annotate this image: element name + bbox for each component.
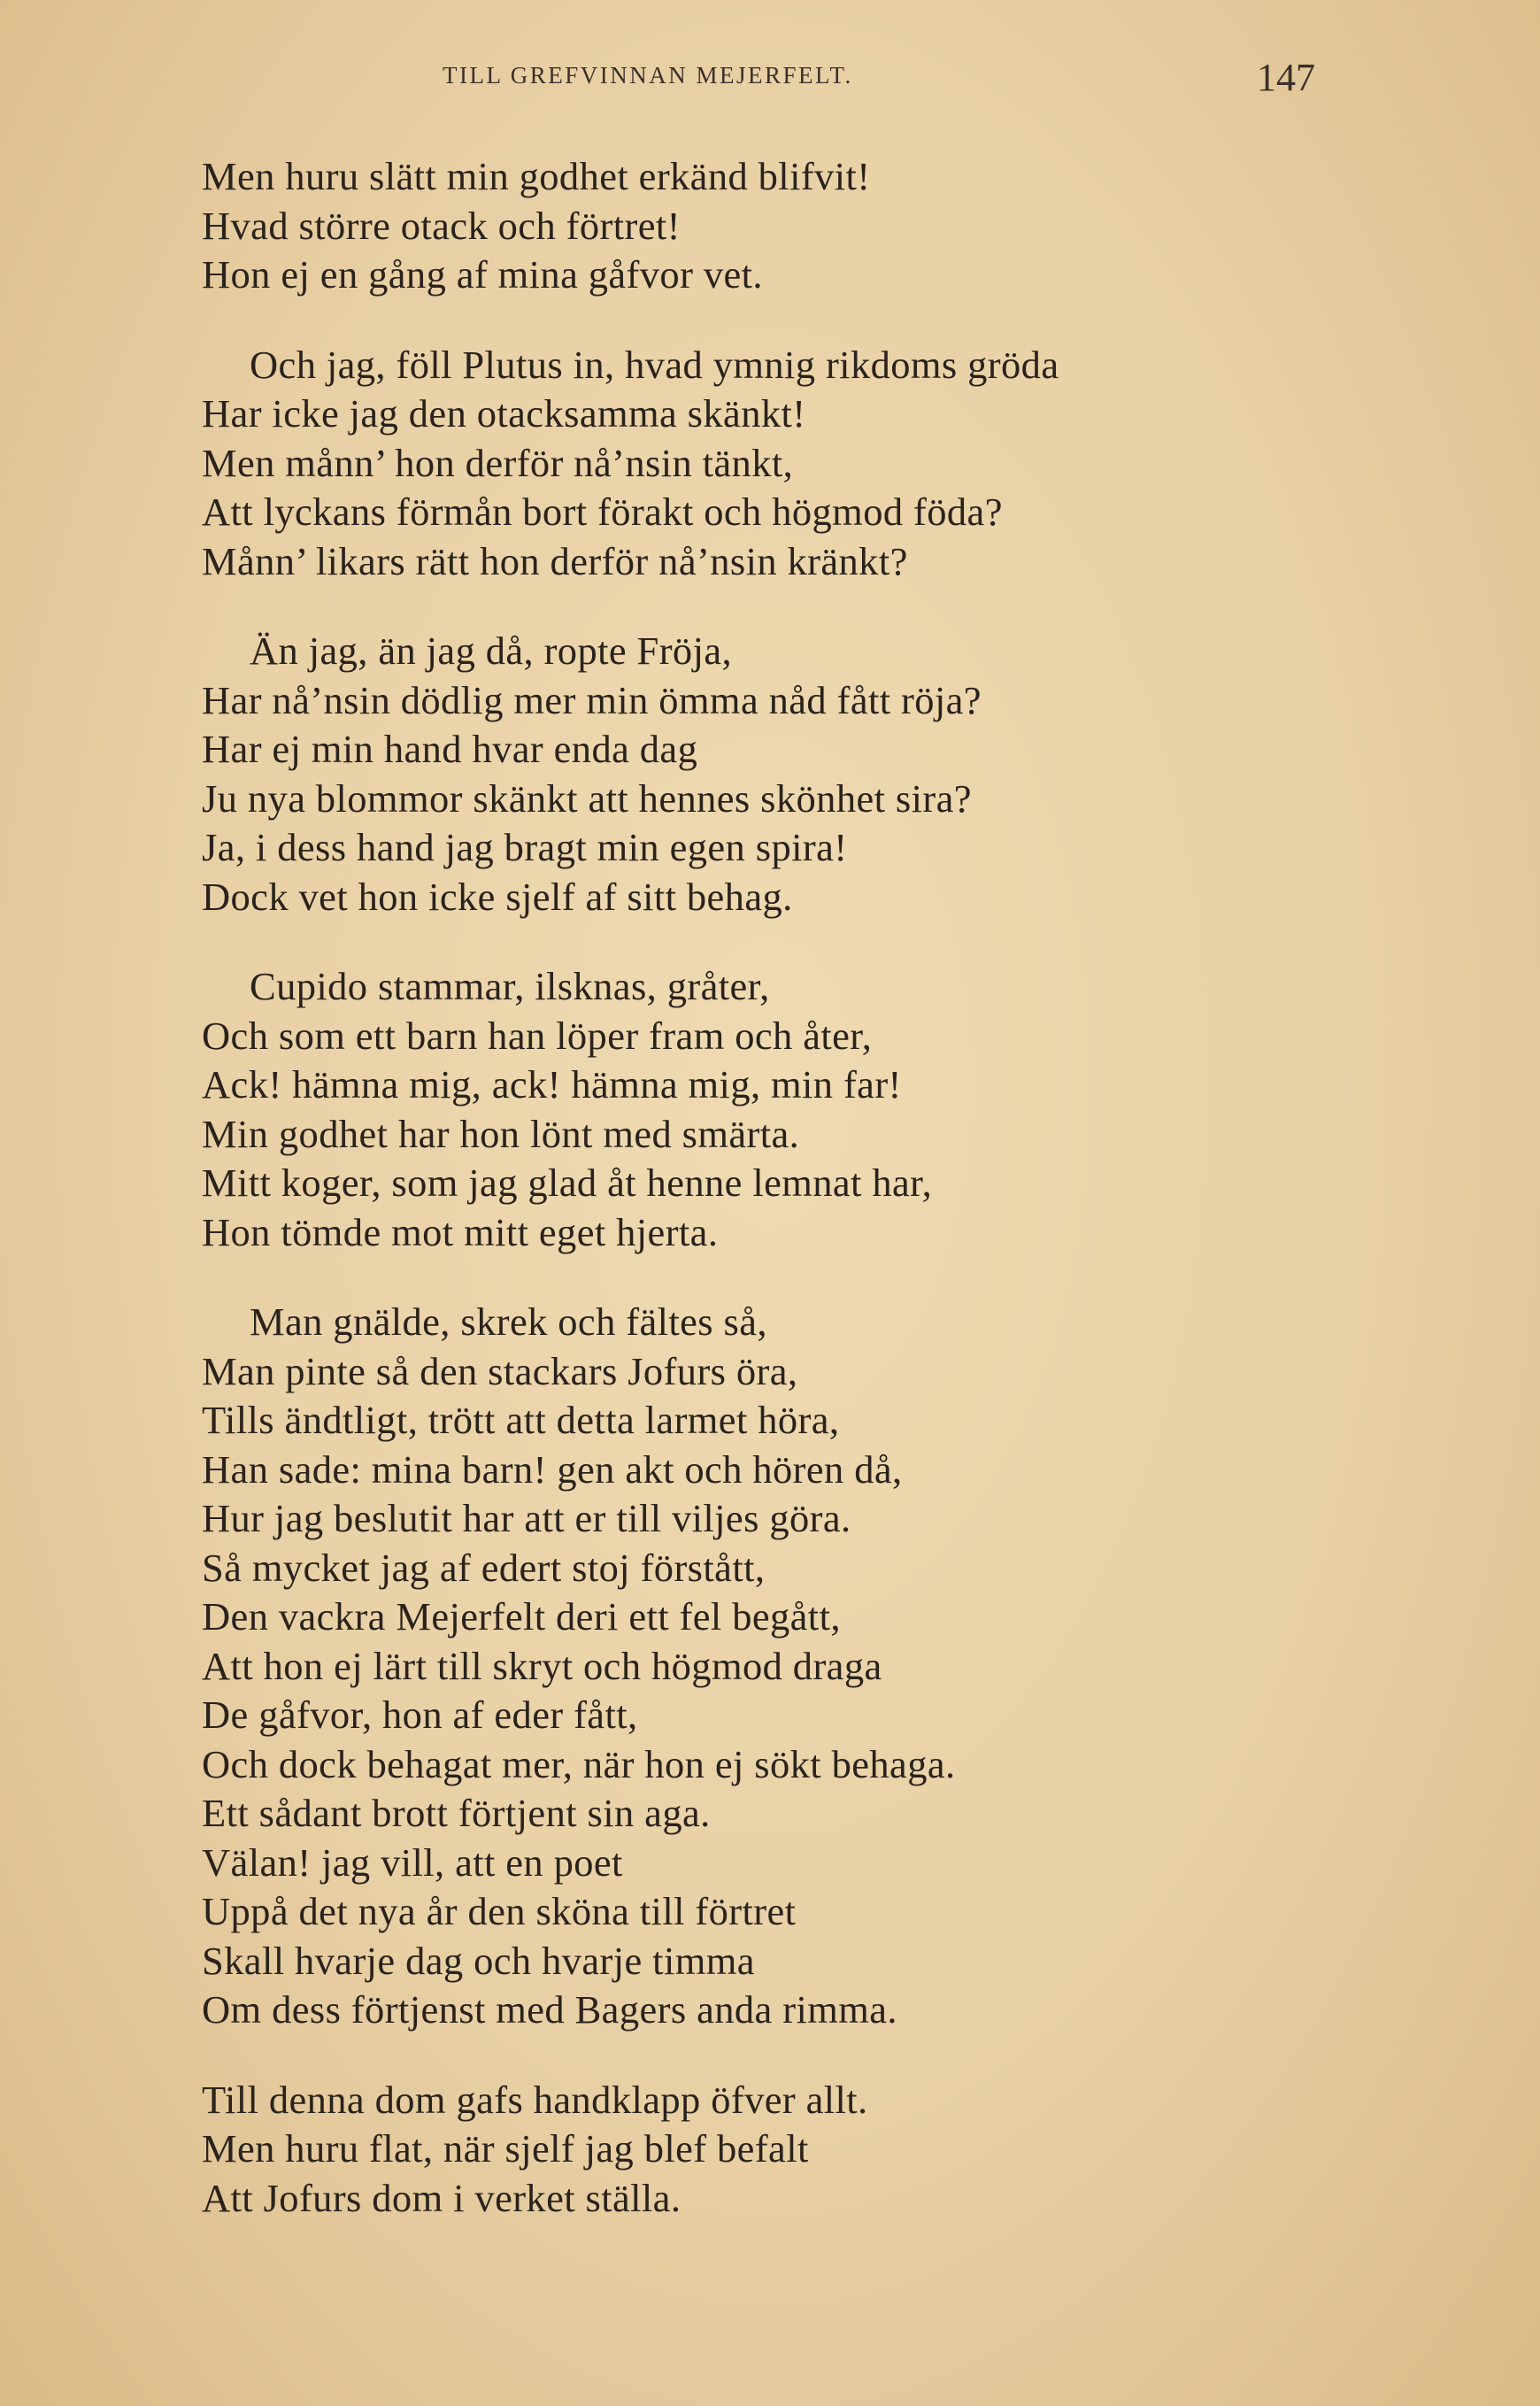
poem-line: Välan! jag vill, att en poet (202, 1839, 623, 1885)
stanza-4 (202, 962, 1352, 1257)
poem-line: De gåfvor, hon af eder fått, (202, 1693, 638, 1737)
poem-line: Hur jag beslutit har att er till viljes göra. (202, 1496, 851, 1540)
poem-line: Tills ändtligt, trött att detta larmet höra, (202, 1398, 840, 1442)
poem-line: Uppå det nya år den sköna till förtret (202, 1889, 797, 1933)
poem-line: Att hon ej lärt till skryt och högmod draga (202, 1643, 882, 1688)
poem-line: Den vackra Mejerfelt deri ett fel begått, (202, 1594, 841, 1639)
poem-line: Men huru flat, när sjelf jag blef befalt (202, 2126, 809, 2171)
poem-line: Han sade: mina barn! gen akt och hören då, (202, 1446, 903, 1492)
stanza-3 (202, 627, 1352, 922)
poem-line: Mitt koger, som jag glad åt henne lemnat har, (202, 1161, 933, 1205)
poem-line: Ju nya blommor skänkt att hennes skönhet sira? (202, 775, 972, 821)
stanza-2 (202, 341, 1352, 587)
poem-line: Ack! hämna mig, ack! hämna mig, min far! (202, 1062, 902, 1107)
poem-line: Har nå’nsin dödlig mer min ömma nåd fått röja? (202, 677, 982, 722)
poem-line: Om dess förtjenst med Bagers anda rimma. (202, 1987, 897, 2032)
stanza-1 (202, 152, 1352, 300)
poem-line: Hon ej en gång af mina gåfvor vet. (202, 252, 763, 297)
poem-line: Att Jofurs dom i verket ställa. (202, 2175, 681, 2220)
poem-line: Dock vet hon icke sjelf af sitt behag. (202, 874, 793, 919)
stanza-6 (202, 2076, 1352, 2224)
poem-line: Skall hvarje dag och hvarje timma (202, 1938, 755, 1983)
poem-line: Så mycket jag af edert stoj förstått, (202, 1545, 766, 1590)
running-title: TILL GREFVINNAN MEJERFELT. (443, 62, 853, 89)
poem-line: Har icke jag den otacksamma skänkt! (202, 391, 806, 436)
poem-line: Och jag, föll Plutus in, hvad ymnig rikdoms gröda (250, 342, 1059, 387)
poem-line: Har ej min hand hvar enda dag (202, 727, 698, 771)
page-number: 147 (1257, 56, 1315, 99)
poem-line: Men månn’ hon derför nå’nsin tänkt, (202, 440, 794, 485)
poem-line: Hon tömde mot mitt eget hjerta. (202, 1209, 719, 1254)
poem-line: Till denna dom gafs handklapp öfver allt. (202, 2077, 868, 2122)
poem-line: Än jag, än jag då, ropte Fröja, (250, 628, 733, 673)
poem-line: Hvad större otack och förtret! (202, 203, 681, 248)
poem-line: Och dock behagat mer, när hon ej sökt behaga. (202, 1741, 956, 1786)
poem-line: Månn’ likars rätt hon derför nå’nsin kränkt? (202, 538, 908, 583)
poem-line: Ja, i dess hand jag bragt min egen spira! (202, 825, 848, 869)
poem-line: Man pinte så den stackars Jofurs öra, (202, 1348, 798, 1393)
poem-line: Cupido stammar, ilsknas, gråter, (250, 964, 770, 1008)
poem-line: Min godhet har hon lönt med smärta. (202, 1111, 800, 1156)
poem-line: Man gnälde, skrek och fältes så, (250, 1299, 767, 1344)
poem-line: Ett sådant brott förtjent sin aga. (202, 1791, 711, 1835)
poem-body (202, 152, 1352, 2263)
poem-line: Men huru slätt min godhet erkänd blifvit! (202, 154, 871, 198)
poem-line: Och som ett barn han löper fram och åter, (202, 1013, 873, 1058)
poem-line: Att lyckans förmån bort förakt och högmod föda? (202, 490, 1003, 534)
stanza-5 (202, 1298, 1352, 2035)
